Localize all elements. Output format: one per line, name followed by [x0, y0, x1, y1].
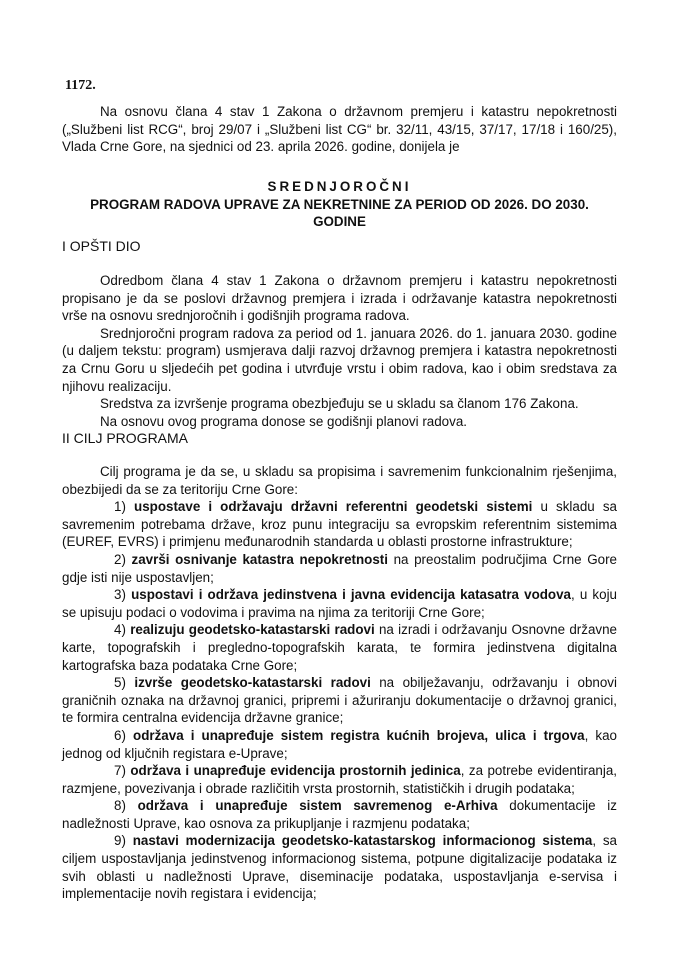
goal-item: 4) realizuju geodetsko-katastarski radovi na izradi i održavanju Osnovne državne karte, topografskih i pregledno-topografskih karata, te formira jedinstvena digitalna kartografska baza podataka Crne Gore;	[62, 622, 617, 673]
title-line-1: SREDNJOROČNI	[267, 179, 412, 194]
document-title	[62, 178, 617, 231]
goal-item: 6) održava i unapređuje sistem registra kućnih brojeva, ulica i trgova, kao jednog od ključnih registara e-Uprave;	[62, 727, 617, 761]
goal-item: 9) nastavi modernizacija geodetsko-katastarskog informacionog sistema, sa ciljem uspostavljanja jedinstvenog informacionog sistema, potpune digitalizacije podataka iz svih oblasti u nadležnosti Uprave, diseminacije podataka, uspostavljanja e-servisa i implementacije novih registara i evidencija;	[62, 833, 617, 902]
section-2-body	[62, 463, 617, 903]
section-2-heading: II CILJ PROGRAMA	[62, 430, 189, 446]
goal-item: 5) izvrše geodetsko-katastarski radovi na obilježavanju, održavanju i obnovi graničnih oznaka na državnoj granici, pripremi i ažuriranju dokumentacije o državnoj granici, te formira centralna evidencija državne granice;	[62, 675, 617, 726]
section-1-body	[62, 272, 617, 430]
goal-item: 7) održava i unapređuje evidencija prostornih jedinica, za potrebe evidentiranja, razmjene, povezivanja i obrade različitih vrsta prostornih, statističkih i drugih podataka;	[62, 763, 617, 796]
goal-item: 2) završi osnivanje katastra nepokretnosti na preostalim područjima Crne Gore gdje isti nije uspostavljen;	[62, 551, 617, 585]
section-1-paragraph: Srednjoročni program radova za period od 1. januara 2026. do 1. januara 2030. godine (u daljem tekstu: program) usmjerava dalji razvoj državnog premjera i katastra nepokretnosti za Crnu Goru u sljedećih pet godina i utvrđuje vrstu i obim radova, kao i obim sredstava za njihovu realizaciju.	[62, 325, 617, 394]
goal-item: 3) uspostavi i održava jedinstvena i javna evidencija katasatra vodova, u koju se upisuju podaci o vodovima i pravima na njima za teritoriji Crne Gore;	[62, 587, 617, 620]
preamble-block	[62, 103, 617, 156]
section-1-paragraph: Odredbom člana 4 stav 1 Zakona o državnom premjeru i katastru nepokretnosti propisano je da se poslovi državnog premjera i izrada i održavanje katastra nepokretnosti vrše na osnovu srednjoročnih i godišnjih programa radova.	[62, 273, 617, 324]
goal-item: 8) održava i unapređuje sistem savremenog e-Arhiva dokumentacije iz nadležnosti Uprave, kao osnova za prikupljanje i razmjenu podataka;	[62, 798, 617, 831]
preamble-text: Na osnovu člana 4 stav 1 Zakona o državnom premjeru i katastru nepokretnosti („Službeni list RCG“, broj 29/07 i „Službeni list CG“ br. 32/11, 43/15, 37/17, 17/18 i 160/25), Vlada Crne Gore, na sjednici od 23. aprila 2026. godine, donijela je	[62, 104, 617, 155]
decision-number: 1172.	[65, 78, 96, 93]
section-1-heading: I OPŠTI DIO	[62, 238, 141, 254]
title-line-2: PROGRAM RADOVA UPRAVE ZA NEKRETNINE ZA PERIOD OD 2026. DO 2030. GODINE	[90, 196, 589, 230]
section-2-intro: Cilj programa je da se, u skladu sa propisima i savremenim funkcionalnim rješenjima, obezbijedi da se za teritoriju Crne Gore:	[62, 464, 617, 497]
section-1-paragraph: Sredstva za izvršenje programa obezbjeđuju se u skladu sa članom 176 Zakona.	[100, 396, 579, 412]
section-1-paragraph: Na osnovu ovog programa donose se godišnji planovi radova.	[100, 413, 467, 429]
goal-item: 1) uspostave i održavaju državni referentni geodetski sistemi u skladu sa savremenim potrebama države, kroz punu integraciju sa evropskim referentnim sistemima (EUREF, EVRS) i primjenu međunarodnih standarda u oblasti prostorne infrastrukture;	[62, 499, 617, 550]
